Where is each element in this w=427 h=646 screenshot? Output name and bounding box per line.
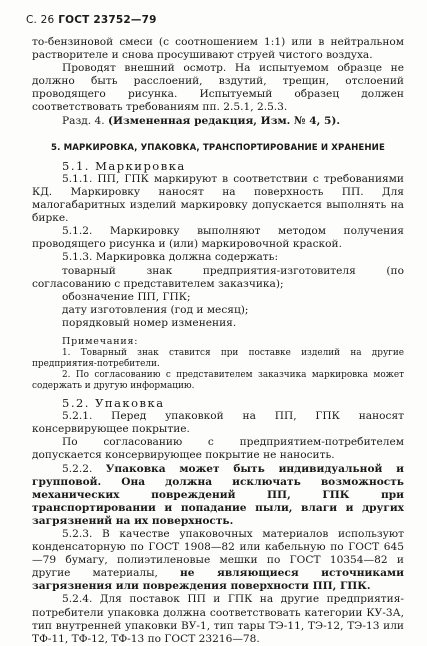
clause-text: Упаковка может быть индивидуальной и групповой. Она должна исключать возможность механических повреждений ПП, ГПК при транспортировании и попадание пыли, влаги и других загрязнений на их поверхность. — [32, 462, 404, 527]
clause: 5.2.1. Перед упаковкой на ПП, ГПК наносят консервирующее покрытие. — [32, 410, 404, 436]
clause-text-bold: не являющиеся источниками загрязнения или повреждения поверхности ПП, ГПК. — [32, 567, 404, 593]
notes-heading: Примечания: — [62, 335, 139, 347]
amendment-ref: Разд. 4. — [62, 114, 108, 127]
clause: 5.2.4. Для поставок ПП и ГПК на другие предприятия-потребители упаковка должна соответствовать категории КУ-3А, тип внутренней упаковки ВУ-1, тип тары ТЭ-11, ТЭ-12, ТЭ-13 или ТФ-11, ТФ-12, ТФ-13 по ГОСТ 23216—78. — [32, 593, 404, 645]
running-header — [26, 14, 157, 26]
page-body — [32, 36, 404, 646]
clause: 5.1.3. Маркировка должна содержать: — [62, 251, 279, 264]
note: 2. По согласованию с представителем заказчика маркировка может содержать и другую информацию. — [32, 370, 404, 392]
paragraph: то-бензиновой смеси (с соотношением 1:1) или в нейтральном растворителе и снова просушивают струей чистого воздуха. — [32, 36, 404, 62]
subsection-heading: 5.1. Маркировка — [62, 158, 186, 173]
clause-text: 5.2.3. В качестве упаковочных материалов используют конденсаторную по ГОСТ 1908—82 или кабельную по ГОСТ 645—79 бумагу, полиэтиленовые мешки по ГОСТ 10354—82 и другие материалы, — [32, 528, 404, 580]
subsection-heading: 5.2. Упаковка — [62, 396, 165, 411]
note: 1. Товарный знак ставится при поставке изделий на другие предприятия-потребители. — [32, 348, 404, 370]
standard-number: ГОСТ 23752—79 — [58, 14, 157, 26]
clause: 5.1.2. Маркировку выполняют методом получения проводящего рисунка и (или) маркировочной краской. — [32, 225, 404, 251]
list-item: дату изготовления (год и месяц); — [62, 303, 249, 316]
clause-number: 5.2.2. — [62, 462, 106, 475]
list-item: порядковый номер изменения. — [62, 316, 237, 329]
clause: 5.1.1. ПП, ГПК маркируют в соответствии с требованиями КД. Маркировку наносят на поверхность ПП. Для малогабаритных изделий маркировку допускается выполнять на бирке. — [32, 172, 404, 225]
section-heading: 5. МАРКИРОВКА, УПАКОВКА, ТРАНСПОРТИРОВАНИЕ И ХРАНЕНИЕ — [51, 142, 385, 153]
list-item: обозначение ПП, ГПК; — [62, 290, 191, 303]
amendment-text: (Измененная редакция, Изм. № 4, 5). — [107, 114, 341, 127]
clause — [32, 528, 404, 593]
clause: По согласованию с предприятием-потребителем допускается консервирующее покрытие не наносить. — [32, 436, 404, 462]
list-item: товарный знак предприятия-изготовителя (по согласованию с представителем заказчика); — [32, 264, 404, 290]
clause — [32, 463, 404, 528]
paragraph: Проводят внешний осмотр. На испытуемом образце не должно быть расслоений, вздутий, трещин, отслоений проводящего рисунка. Испытуемый образец должен соответствовать требованиям пп. 2.5.1, 2.5.3. — [32, 62, 404, 114]
amendment-note — [32, 115, 404, 128]
page-number: С. 26 — [26, 14, 55, 26]
